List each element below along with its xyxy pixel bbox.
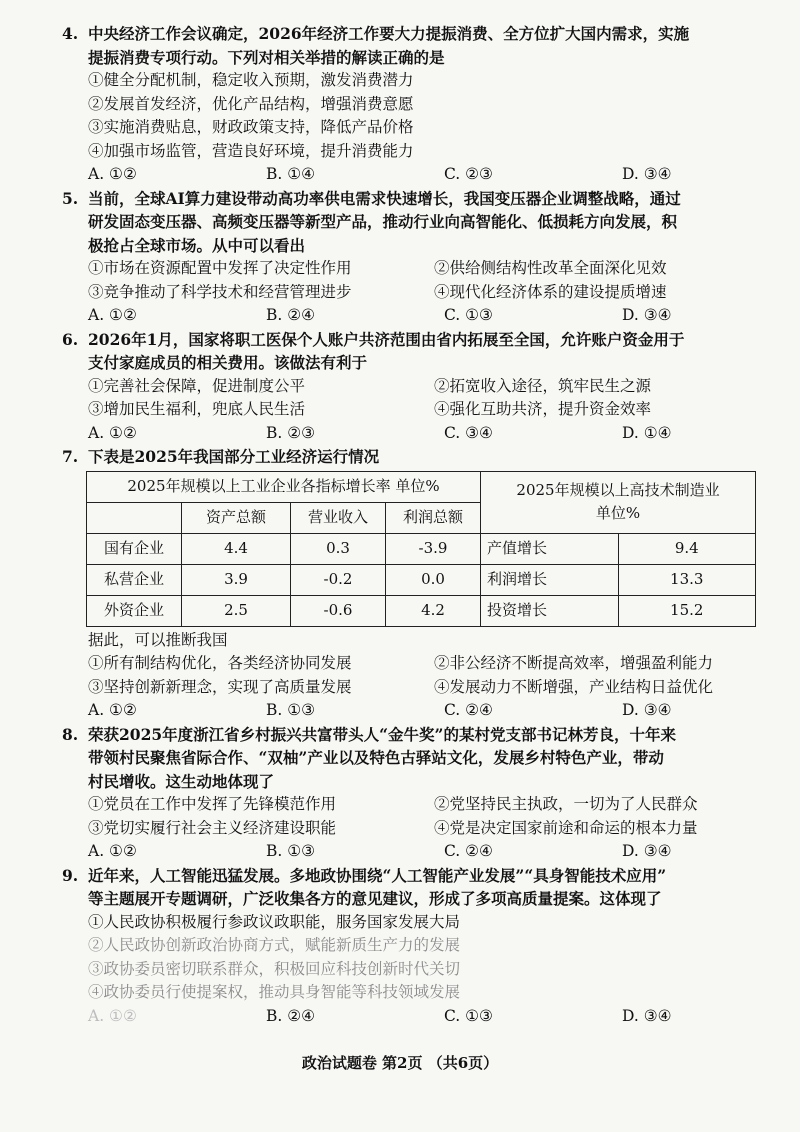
question-stem-line: 中央经济工作会议确定，2026年经济工作要大力提振消费、全方位扩大国内需求，实施 <box>88 24 690 43</box>
option-row <box>88 257 774 281</box>
question-stem-line: 带领村民聚焦省际合作、“双柚”产业以及特色古驿站文化，发展乡村特色产业，带动 <box>88 748 664 767</box>
option-1: ①市场在资源配置中发挥了决定性作用 <box>88 259 352 277</box>
question-stem-line: 等主题展开专题调研，广泛收集各方的意见建议，形成了多项高质量提案。这体现了 <box>88 889 662 908</box>
option-row <box>88 375 774 399</box>
answer-c: C. ①③ <box>444 1006 493 1025</box>
answer-c: C. ③④ <box>444 423 493 442</box>
row-header: 产值增长 <box>481 533 619 564</box>
answer-b: B. ①④ <box>266 165 316 183</box>
answer-d: D. ③④ <box>622 306 672 324</box>
question-8 <box>62 723 774 864</box>
answer-b: B. ②③ <box>266 423 316 442</box>
option-3: ③增加民生福利，兜底人民生活 <box>88 400 306 418</box>
answer-b: B. ②④ <box>266 306 316 324</box>
table-cell: 0.3 <box>291 533 386 564</box>
table-cell: 4.4 <box>182 533 291 564</box>
question-number: 9. <box>62 865 79 885</box>
answer-a: A. ①② <box>88 701 137 719</box>
table-cell: 4.2 <box>386 595 481 626</box>
answer-b: B. ①③ <box>266 842 316 860</box>
question-7-continued <box>62 629 774 723</box>
answer-choices <box>88 1005 774 1029</box>
question-stem-line: 极抢占全球市场。从中可以看出 <box>88 235 306 255</box>
option-2: ②发展首发经济，优化产品结构，增强消费意愿 <box>88 94 414 113</box>
answer-b: B. ①③ <box>266 701 316 719</box>
table-row <box>87 564 756 595</box>
option-row <box>88 398 774 422</box>
row-header: 外资企业 <box>87 595 182 626</box>
exam-content <box>62 22 774 1028</box>
answer-a: A. ①② <box>88 165 137 183</box>
right-table-title <box>481 471 756 533</box>
option-row <box>88 817 774 841</box>
answer-d: D. ①④ <box>622 423 672 442</box>
column-header: 利润总额 <box>386 502 481 533</box>
table-cell: -0.2 <box>291 564 386 595</box>
option-1: ①所有制结构优化，各类经济协同发展 <box>88 654 352 672</box>
table-cell: -0.6 <box>291 595 386 626</box>
table-cell: 15.2 <box>618 595 756 626</box>
row-header: 国有企业 <box>87 533 182 564</box>
answer-choices <box>88 699 774 723</box>
option-3: ③坚持创新新理念，实现了高质量发展 <box>88 677 352 696</box>
answer-d: D. ③④ <box>622 165 672 183</box>
option-3: ③竞争推动了科学技术和经营管理进步 <box>88 282 352 301</box>
answer-d: D. ③④ <box>622 842 672 860</box>
answer-c: C. ②④ <box>444 701 493 719</box>
option-row <box>88 676 774 700</box>
answer-c: C. ②③ <box>444 165 493 183</box>
answer-choices <box>88 163 774 187</box>
column-header: 营业收入 <box>291 502 386 533</box>
column-header: 资产总额 <box>182 502 291 533</box>
question-stem-line: 荣获2025年度浙江省乡村振兴共富带头人“金牛奖”的某村党支部书记林芳良，十年来 <box>88 724 676 744</box>
answer-a: A. ①② <box>88 306 137 324</box>
option-4: ④强化互助共济，提升资金效率 <box>434 400 652 418</box>
table-corner-cell <box>87 502 182 533</box>
option-row <box>88 793 774 817</box>
answer-choices <box>88 840 774 864</box>
option-row <box>88 281 774 305</box>
row-header: 利润增长 <box>481 564 619 595</box>
left-table-title: 2025年规模以上工业企业各指标增长率 单位% <box>87 471 481 502</box>
answer-a: A. ①② <box>88 423 137 442</box>
answer-choices <box>88 422 774 446</box>
option-1: ①健全分配机制，稳定收入预期，激发消费潜力 <box>88 71 414 89</box>
question-stem-line: 支付家庭成员的相关费用。该做法有利于 <box>88 353 368 372</box>
table-cell: 2.5 <box>182 595 291 626</box>
table-cell: 9.4 <box>618 533 756 564</box>
answer-choices <box>88 304 774 328</box>
right-table-unit: 单位% <box>595 504 641 522</box>
option-1: ①完善社会保障，促进制度公平 <box>88 376 306 395</box>
question-6 <box>62 328 774 446</box>
answer-b: B. ②④ <box>266 1006 316 1025</box>
option-4: ④发展动力不断增强，产业结构日益优化 <box>434 677 714 696</box>
page-footer: 政治试题卷 第2页 （共6页） <box>301 1054 499 1072</box>
answer-d: D. ③④ <box>622 1006 672 1025</box>
option-1: ①人民政协积极履行参政议政职能，服务国家发展大局 <box>88 912 461 931</box>
table-row <box>87 533 756 564</box>
question-number: 4. <box>62 24 79 43</box>
question-stem-line: 村民增收。这生动地体现了 <box>88 771 275 791</box>
option-row <box>88 652 774 676</box>
right-table-title-line: 2025年规模以上高技术制造业 <box>516 480 720 499</box>
question-number: 8. <box>62 724 79 744</box>
table-cell: 3.9 <box>182 564 291 595</box>
option-4: ④党是决定国家前途和命运的根本力量 <box>434 818 698 837</box>
option-4: ④政协委员行使提案权，推动具身智能等科技领域发展 <box>88 983 461 1001</box>
option-2: ②党坚持民主执政，一切为了人民群众 <box>434 795 698 813</box>
table-cell: -3.9 <box>386 533 481 564</box>
answer-d: D. ③④ <box>622 701 672 719</box>
option-1: ①党员在工作中发挥了先锋模范作用 <box>88 795 337 813</box>
question-9 <box>62 864 774 1029</box>
row-header: 投资增长 <box>481 595 619 626</box>
option-3: ③党切实履行社会主义经济建设职能 <box>88 818 337 837</box>
question-number: 6. <box>62 329 79 349</box>
table-cell: 13.3 <box>618 564 756 595</box>
question-number: 7. <box>62 447 79 466</box>
answer-c: C. ②④ <box>444 842 493 860</box>
question-lead-in: 据此，可以推断我国 <box>88 630 228 649</box>
option-3: ③政协委员密切联系群众，积极回应科技创新时代关切 <box>88 959 461 978</box>
option-3: ③实施消费贴息，财政政策支持，降低产品价格 <box>88 118 414 136</box>
question-stem-line: 2026年1月，国家将职工医保个人账户共济范围由省内拓展至全国，允许账户资金用于 <box>88 329 685 349</box>
option-4: ④现代化经济体系的建设提质增速 <box>434 282 667 301</box>
question-stem-line: 当前，全球AI算力建设带动高功率供电需求快速增长，我国变压器企业调整战略，通过 <box>88 188 681 208</box>
answer-a: A. ①② <box>88 1006 137 1025</box>
table-cell: 0.0 <box>386 564 481 595</box>
question-stem-line: 提振消费专项行动。下列对相关举措的解读正确的是 <box>88 47 445 67</box>
question-stem-line: 近年来，人工智能迅猛发展。多地政协围绕“人工智能产业发展”“具身智能技术应用” <box>88 865 667 885</box>
option-2: ②人民政协创新政治协商方式，赋能新质生产力的发展 <box>88 936 461 954</box>
question-5 <box>62 187 774 328</box>
question-number: 5. <box>62 188 79 208</box>
option-2: ②非公经济不断提高效率，增强盈利能力 <box>434 654 714 672</box>
question-stem-line: 下表是2025年我国部分工业经济运行情况 <box>88 447 380 466</box>
table-row <box>87 595 756 626</box>
option-4: ④加强市场监管，营造良好环境，提升消费能力 <box>88 141 414 160</box>
answer-a: A. ①② <box>88 842 137 860</box>
question-7 <box>62 445 774 469</box>
answer-c: C. ①③ <box>444 306 493 324</box>
option-2: ②拓宽收入途径，筑牢民生之源 <box>434 376 652 395</box>
row-header: 私营企业 <box>87 564 182 595</box>
option-2: ②供给侧结构性改革全面深化见效 <box>434 259 667 277</box>
question-4 <box>62 22 774 187</box>
industry-data-table <box>86 471 756 627</box>
question-stem-line: 研发固态变压器、高频变压器等新型产品，推动行业向高智能化、低损耗方向发展，积 <box>88 212 678 231</box>
table-header-row <box>87 471 756 502</box>
